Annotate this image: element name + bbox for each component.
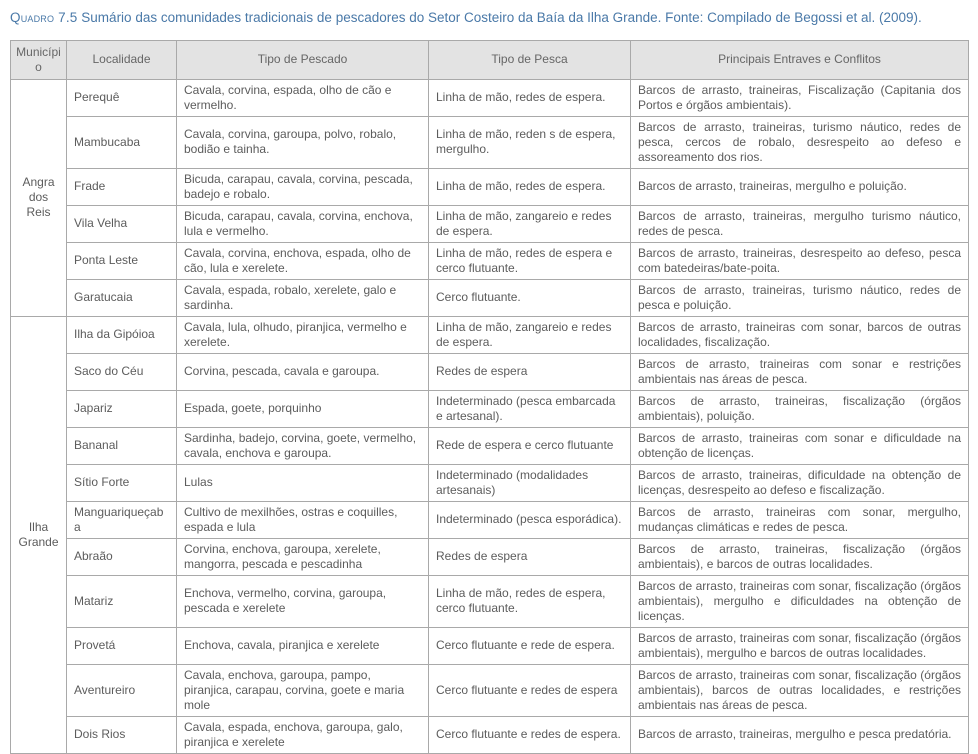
cell-tipo-pesca: Linha de mão, redes de espera. — [429, 168, 631, 205]
cell-tipo-pescado: Espada, goete, porquinho — [177, 390, 429, 427]
row-aventureiro — [11, 664, 969, 716]
cell-localidade: Garatucaia — [67, 279, 177, 316]
table-body — [11, 79, 969, 753]
cell-tipo-pesca: Linha de mão, redes de espera. — [429, 79, 631, 116]
row-pereque — [11, 79, 969, 116]
cell-localidade: Ilha da Gipóioa — [67, 316, 177, 353]
cell-tipo-pescado: Corvina, enchova, garoupa, xerelete, mangorra, pescada e pescadinha — [177, 538, 429, 575]
cell-tipo-pesca: Redes de espera — [429, 538, 631, 575]
cell-municipio-angra-dos-reis: Angra dos Reis — [11, 79, 67, 316]
cell-tipo-pescado: Cavala, corvina, garoupa, polvo, robalo, bodião e tainha. — [177, 116, 429, 168]
cell-tipo-pescado: Bicuda, carapau, cavala, corvina, enchova, lula e vermelho. — [177, 205, 429, 242]
cell-tipo-pescado: Enchova, cavala, piranjica e xerelete — [177, 627, 429, 664]
row-saco-do-ceu — [11, 353, 969, 390]
cell-entraves: Barcos de arrasto, traineiras, mergulho e pesca predatória. — [631, 716, 969, 753]
cell-tipo-pesca: Rede de espera e cerco flutuante — [429, 427, 631, 464]
cell-localidade: Ponta Leste — [67, 242, 177, 279]
cell-tipo-pescado: Corvina, pescada, cavala e garoupa. — [177, 353, 429, 390]
cell-entraves: Barcos de arrasto, traineiras, dificuldade na obtenção de licenças, desrespeito ao defeso e fiscalização. — [631, 464, 969, 501]
cell-localidade: Frade — [67, 168, 177, 205]
column-header-tipo-pesca: Tipo de Pesca — [429, 40, 631, 79]
cell-tipo-pesca: Linha de mão, redes de espera, cerco flutuante. — [429, 575, 631, 627]
row-mambucaba — [11, 116, 969, 168]
cell-localidade: Dois Rios — [67, 716, 177, 753]
cell-entraves: Barcos de arrasto, traineiras, mergulho turismo náutico, redes de pesca. — [631, 205, 969, 242]
cell-localidade: Abraão — [67, 538, 177, 575]
cell-tipo-pescado: Cavala, enchova, garoupa, pampo, piranjica, carapau, corvina, goete e maria mole — [177, 664, 429, 716]
cell-tipo-pescado: Sardinha, badejo, corvina, goete, vermelho, cavala, enchova e garoupa. — [177, 427, 429, 464]
cell-localidade: Aventureiro — [67, 664, 177, 716]
cell-tipo-pescado: Cultivo de mexilhões, ostras e coquilles, espada e lula — [177, 501, 429, 538]
cell-tipo-pescado: Enchova, vermelho, corvina, garoupa, pescada e xerelete — [177, 575, 429, 627]
row-ilha-da-gipoioa — [11, 316, 969, 353]
cell-localidade: Manguariqueçaba — [67, 501, 177, 538]
cell-entraves: Barcos de arrasto, traineiras com sonar, fiscalização (órgãos ambientais), mergulho e barcos de outras localidades. — [631, 627, 969, 664]
row-bananal — [11, 427, 969, 464]
cell-tipo-pesca: Indeterminado (pesca embarcada e artesanal). — [429, 390, 631, 427]
communities-table — [10, 40, 969, 754]
cell-entraves: Barcos de arrasto, traineiras com sonar, barcos de outras localidades, fiscalização. — [631, 316, 969, 353]
cell-localidade: Bananal — [67, 427, 177, 464]
cell-tipo-pescado: Cavala, corvina, enchova, espada, olho de cão, lula e xerelete. — [177, 242, 429, 279]
table-caption-text: Sumário das comunidades tradicionais de pescadores do Setor Costeiro da Baía da Ilha Grande. Fonte: Compilado de Begossi et al. (2009). — [81, 10, 922, 25]
row-frade — [11, 168, 969, 205]
header-row — [11, 40, 969, 79]
cell-entraves: Barcos de arrasto, traineiras com sonar e restrições ambientais nas áreas de pesca. — [631, 353, 969, 390]
cell-entraves: Barcos de arrasto, traineiras, turismo náutico, redes de pesca, cercos de robalo, desrespeito ao defeso e assoreamento dos rios. — [631, 116, 969, 168]
cell-tipo-pesca: Linha de mão, zangareio e redes de espera. — [429, 205, 631, 242]
cell-tipo-pesca: Indeterminado (pesca esporádica). — [429, 501, 631, 538]
cell-tipo-pesca: Cerco flutuante e redes de espera — [429, 664, 631, 716]
cell-tipo-pesca: Linha de mão, zangareio e redes de espera. — [429, 316, 631, 353]
cell-tipo-pescado: Bicuda, carapau, cavala, corvina, pescada, badejo e robalo. — [177, 168, 429, 205]
cell-tipo-pescado: Lulas — [177, 464, 429, 501]
cell-tipo-pescado: Cavala, espada, enchova, garoupa, galo, piranjica e xerelete — [177, 716, 429, 753]
cell-entraves: Barcos de arrasto, traineiras com sonar, fiscalização (órgãos ambientais), mergulho e dificuldades na obtenção de licenças. — [631, 575, 969, 627]
table-caption — [10, 10, 968, 27]
cell-entraves: Barcos de arrasto, traineiras com sonar, fiscalização (órgãos ambientais), barcos de outras localidades, e restrições ambientais nas áreas de pesca. — [631, 664, 969, 716]
cell-tipo-pesca: Cerco flutuante e rede de espera. — [429, 627, 631, 664]
column-header-tipo-pescado: Tipo de Pescado — [177, 40, 429, 79]
row-abraao — [11, 538, 969, 575]
cell-tipo-pesca: Indeterminado (modalidades artesanais) — [429, 464, 631, 501]
row-garatucaia — [11, 279, 969, 316]
cell-entraves: Barcos de arrasto, traineiras, turismo náutico, redes de pesca e poluição. — [631, 279, 969, 316]
cell-tipo-pescado: Cavala, espada, robalo, xerelete, galo e sardinha. — [177, 279, 429, 316]
cell-localidade: Vila Velha — [67, 205, 177, 242]
cell-entraves: Barcos de arrasto, traineiras, desrespeito ao defeso, pesca com batedeiras/bate-poita. — [631, 242, 969, 279]
cell-localidade: Saco do Céu — [67, 353, 177, 390]
row-manguariquecaba — [11, 501, 969, 538]
cell-localidade: Mambucaba — [67, 116, 177, 168]
cell-localidade: Japariz — [67, 390, 177, 427]
table-caption-number: Quadro 7.5 — [10, 10, 78, 25]
cell-localidade: Provetá — [67, 627, 177, 664]
column-header-entraves: Principais Entraves e Conflitos — [631, 40, 969, 79]
row-sitio-forte — [11, 464, 969, 501]
cell-tipo-pesca: Cerco flutuante. — [429, 279, 631, 316]
row-matariz — [11, 575, 969, 627]
column-header-localidade: Localidade — [67, 40, 177, 79]
cell-tipo-pesca: Linha de mão, reden s de espera, mergulho. — [429, 116, 631, 168]
cell-entraves: Barcos de arrasto, traineiras, mergulho e poluição. — [631, 168, 969, 205]
cell-tipo-pescado: Cavala, lula, olhudo, piranjica, vermelho e xerelete. — [177, 316, 429, 353]
cell-entraves: Barcos de arrasto, traineiras, fiscalização (órgãos ambientais), e barcos de outras localidades. — [631, 538, 969, 575]
cell-entraves: Barcos de arrasto, traineiras, Fiscalização (Capitania dos Portos e órgãos ambientais). — [631, 79, 969, 116]
cell-localidade: Sítio Forte — [67, 464, 177, 501]
cell-tipo-pesca: Linha de mão, redes de espera e cerco flutuante. — [429, 242, 631, 279]
row-japariz — [11, 390, 969, 427]
cell-tipo-pescado: Cavala, corvina, espada, olho de cão e vermelho. — [177, 79, 429, 116]
cell-municipio-ilha-grande: Ilha Grande — [11, 316, 67, 753]
cell-localidade: Perequê — [67, 79, 177, 116]
row-dois-rios — [11, 716, 969, 753]
cell-localidade: Matariz — [67, 575, 177, 627]
cell-tipo-pesca: Redes de espera — [429, 353, 631, 390]
cell-entraves: Barcos de arrasto, traineiras com sonar e dificuldade na obtenção de licenças. — [631, 427, 969, 464]
column-header-municipio: Município — [11, 40, 67, 79]
cell-entraves: Barcos de arrasto, traineiras com sonar, mergulho, mudanças climáticas e redes de pesca. — [631, 501, 969, 538]
row-ponta-leste — [11, 242, 969, 279]
row-proveta — [11, 627, 969, 664]
table-header-row — [11, 40, 969, 79]
row-vila-velha — [11, 205, 969, 242]
cell-entraves: Barcos de arrasto, traineiras, fiscalização (órgãos ambientais), poluição. — [631, 390, 969, 427]
cell-tipo-pesca: Cerco flutuante e redes de espera. — [429, 716, 631, 753]
